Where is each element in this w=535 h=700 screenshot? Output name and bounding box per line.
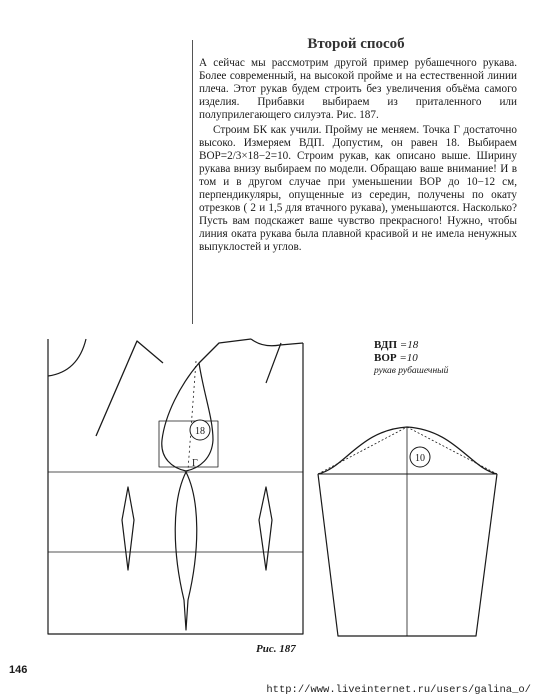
- front-neck-dart: [266, 343, 281, 383]
- sleeve-cap: [318, 427, 497, 474]
- back-neckline: [48, 339, 86, 376]
- page-number: 146: [9, 664, 28, 676]
- sleeve-outline: [318, 474, 497, 636]
- front-neckline: [251, 339, 303, 346]
- vdp-label: ВДП: [374, 339, 398, 351]
- vdp-value: =18: [399, 339, 419, 351]
- armhole-circle-label: 18: [195, 426, 205, 437]
- back-dart: [122, 487, 134, 570]
- section-heading: Второй способ: [307, 36, 405, 52]
- bodice-frame: [48, 339, 303, 634]
- dotted-guide: [188, 361, 196, 470]
- measurement-legend: [374, 339, 448, 378]
- legend-note: рукав рубашечный: [374, 366, 449, 376]
- sleeve-circle-label: 10: [415, 453, 425, 464]
- front-shoulder: [199, 339, 251, 363]
- back-shoulder: [96, 341, 163, 436]
- paragraph-2: Строим БК как учили. Пройму не меняем. Точка Г достаточно высоко. Измеряем ВДП. Допустим, он равен 18. Выбираем ВОР=2/3×18−2=10. Строим рукав, как описано выше. Ширину рукава внизу выбираем по модели. Обращаю ваше внимание! И в том и в другом случае при уменьшении ВОР до 10−12 см, перпендикуляры, опущенные из середин, получены по окату отрезков ( 2 и 1,5 для втачного рукава), уменьшаются. Насколько? Пусть вам подскажет ваше чувство прекрасного! Нужно, чтобы линия оката рукава была плавной красивой и не имела ненужных выпуклостей и углов.: [199, 124, 517, 253]
- front-dart: [259, 487, 272, 570]
- armhole-curve: [162, 363, 213, 471]
- side-seam-dart: [175, 472, 197, 630]
- point-g-label: Г: [192, 458, 198, 469]
- cap-guide-left: [318, 427, 407, 474]
- source-url: http://www.liveinternet.ru/users/galina_o/: [266, 684, 531, 696]
- vor-label: ВОР: [374, 352, 397, 364]
- figure-caption: Рис. 187: [256, 643, 296, 655]
- paragraph-1: А сейчас мы рассмотрим другой пример рубашечного рукава. Более современный, на высокой пройме и на естественной линии плеча. Этот рукав будем строить без увеличения объёма самого изделия. Прибавки выбираем из приталенного или полуприлегающего силуэта. Рис. 187.: [199, 57, 517, 121]
- vor-value: =10: [399, 352, 418, 364]
